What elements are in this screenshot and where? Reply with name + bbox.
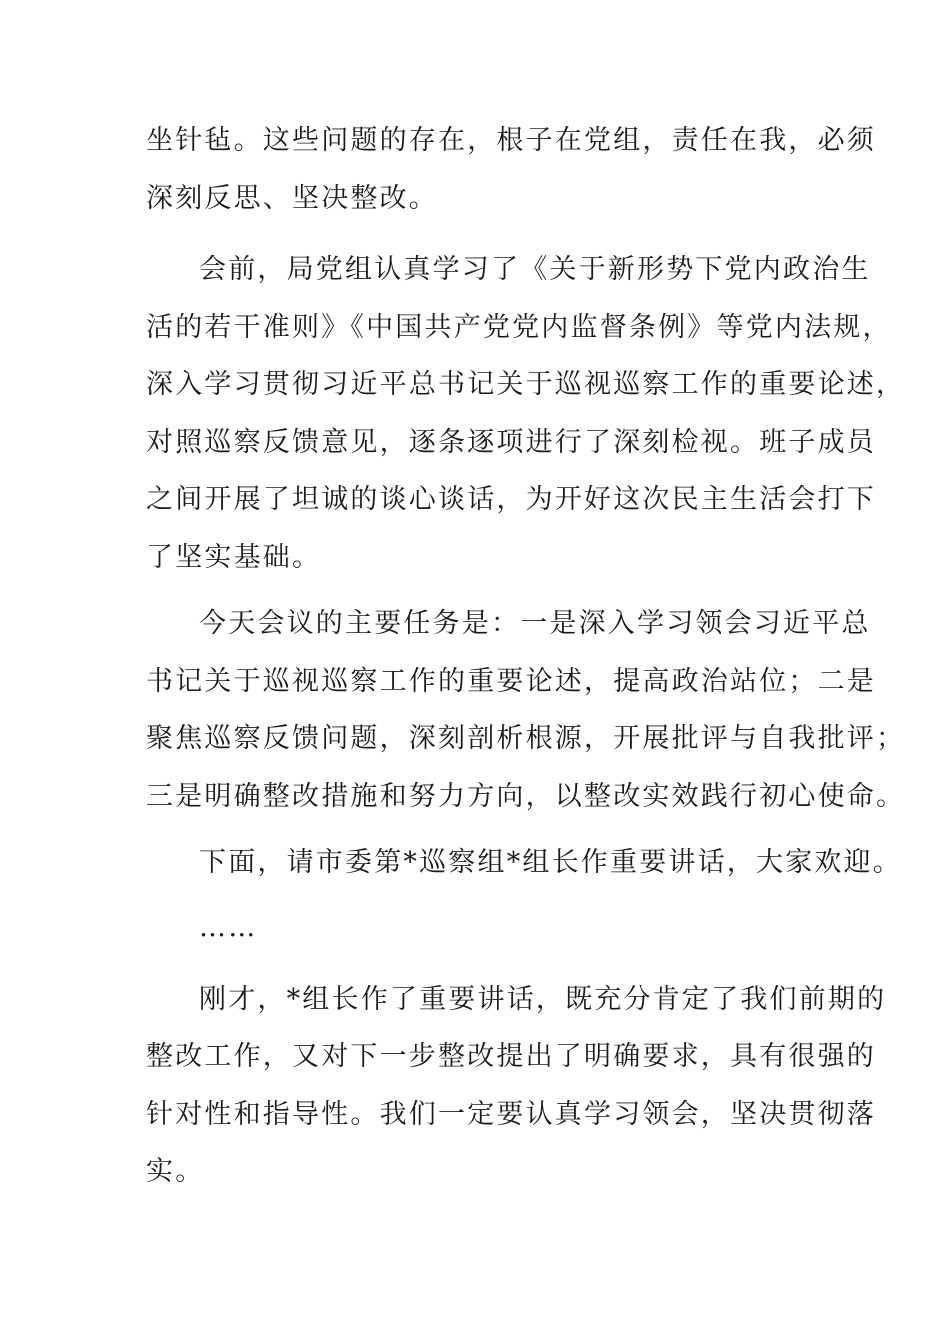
text-line: 对照巡察反馈意见，逐条逐项进行了深刻检视。班子成员 (146, 427, 876, 458)
text-line: 深刻反思、坚决整改。 (146, 183, 438, 214)
text-line: 坐针毡。这些问题的存在，根子在党组，责任在我，必须 (146, 125, 876, 156)
text-line: 活的若干准则》《中国共产党党内监督条例》等党内法规， (146, 312, 892, 343)
text-line: 聚焦巡察反馈问题，深刻剖析根源，开展批评与自我批评； (146, 723, 906, 754)
ellipsis-line: …… (199, 912, 258, 943)
text-line: 了坚实基础。 (146, 542, 322, 573)
text-line: 实。 (146, 1156, 205, 1187)
text-line: 针对性和指导性。我们一定要认真学习领会，坚决贯彻落 (146, 1099, 876, 1130)
text-line: 三是明确整改措施和努力方向，以整改实效践行初心使命。 (146, 781, 906, 812)
text-line: 今天会议的主要任务是：一是深入学习领会习近平总 (199, 608, 871, 639)
text-line: 整改工作，又对下一步整改提出了明确要求，具有很强的 (146, 1041, 876, 1072)
text-line: 书记关于巡视巡察工作的重要论述，提高政治站位；二是 (146, 666, 876, 697)
text-line: 下面，请市委第*巡察组*组长作重要讲话，大家欢迎。 (199, 847, 902, 878)
text-line: 深入学习贯彻习近平总书记关于巡视巡察工作的重要论述， (146, 369, 906, 400)
text-line: 之间开展了坦诚的谈心谈话，为开好这次民主生活会打下 (146, 484, 876, 515)
text-line: 会前，局党组认真学习了《关于新形势下党内政治生 (199, 254, 871, 285)
text-line: 刚才，*组长作了重要讲话，既充分肯定了我们前期的 (199, 984, 887, 1015)
